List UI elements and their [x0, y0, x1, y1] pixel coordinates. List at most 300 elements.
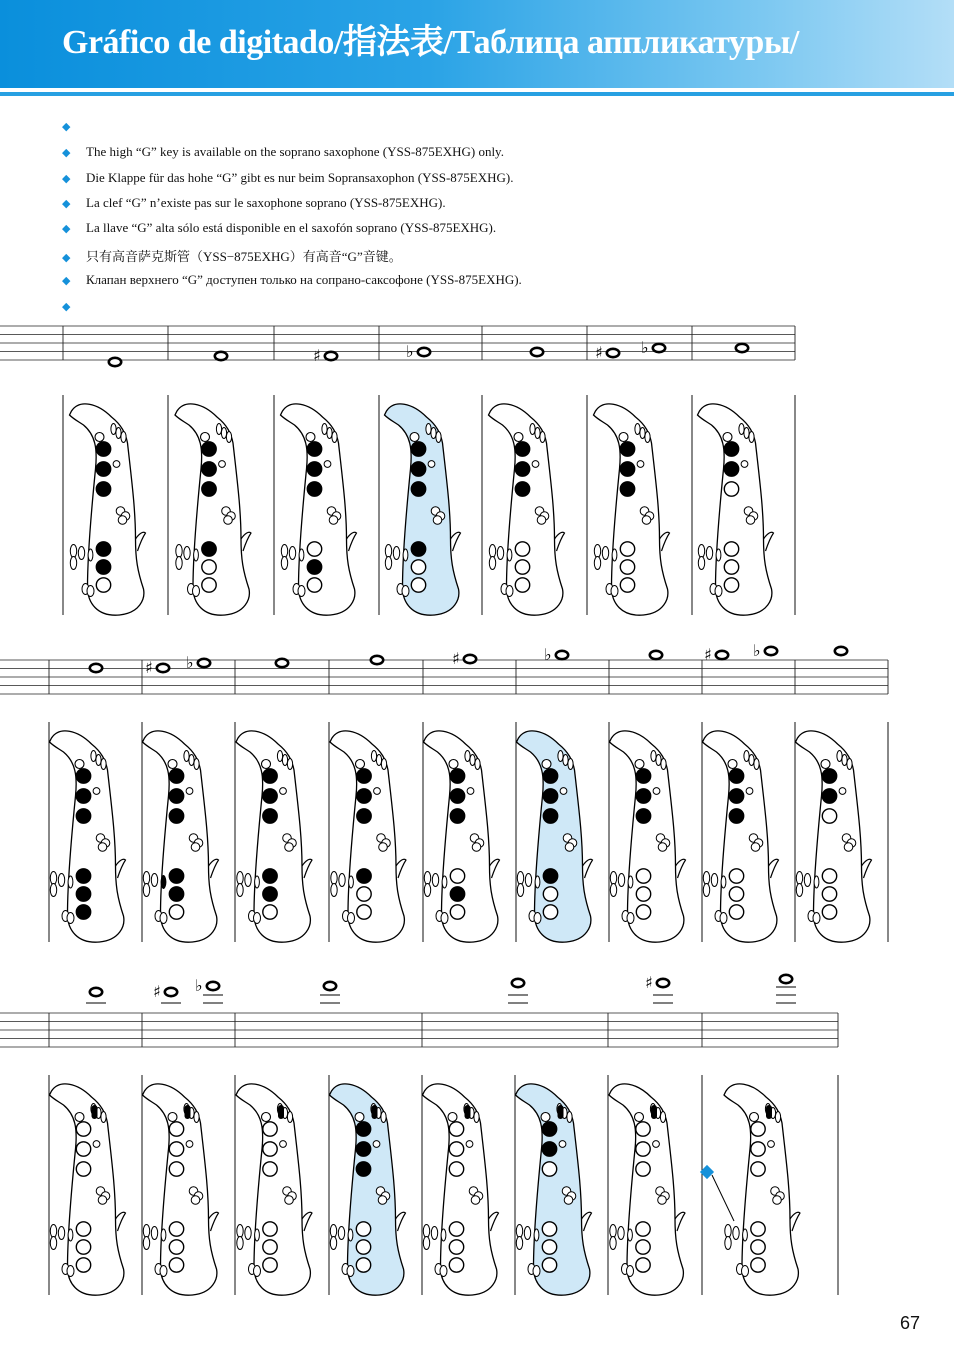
open-key — [356, 1222, 370, 1236]
closed-key — [76, 869, 90, 883]
note-head — [512, 979, 524, 987]
low-key — [506, 586, 513, 597]
closed-key — [307, 482, 321, 496]
side-key — [393, 547, 399, 560]
sharp-sign: ♯ — [153, 982, 161, 1001]
open-key — [724, 578, 738, 592]
side-key — [176, 557, 182, 570]
side-key — [433, 516, 442, 525]
low-key — [67, 913, 74, 924]
pinky-key — [299, 549, 304, 561]
side-key — [698, 545, 704, 558]
sax-bell-edge — [209, 859, 219, 878]
low-key — [298, 586, 305, 597]
side-key — [698, 557, 704, 570]
pressed-palm-key — [185, 1105, 191, 1119]
side-key — [703, 884, 709, 897]
open-key — [724, 542, 738, 556]
saxophone-fingering-diagram — [424, 731, 500, 942]
note-head — [276, 659, 288, 667]
note-head — [531, 348, 543, 356]
open-key — [449, 1240, 463, 1254]
sax-bell-edge — [116, 1212, 126, 1231]
bis-key — [559, 1141, 566, 1148]
whole-note — [704, 645, 728, 664]
side-key — [385, 557, 391, 570]
closed-key — [169, 869, 183, 883]
side-key — [610, 872, 616, 885]
open-key — [169, 1142, 183, 1156]
note-head — [464, 655, 476, 663]
side-key — [58, 1227, 64, 1240]
octave-key — [728, 760, 737, 769]
palm-key — [431, 428, 436, 439]
side-key — [50, 872, 56, 885]
open-key — [449, 1222, 463, 1236]
pinky-key — [628, 1229, 633, 1241]
palm-key — [837, 751, 842, 762]
bis-key — [653, 788, 660, 795]
sharp-sign: ♯ — [595, 343, 603, 362]
low-key — [193, 586, 200, 597]
side-key — [618, 874, 624, 887]
open-key — [449, 1142, 463, 1156]
closed-key — [169, 887, 183, 901]
low-key — [441, 913, 448, 924]
side-key — [594, 545, 600, 558]
palm-key — [847, 759, 852, 770]
bis-key — [653, 1141, 660, 1148]
open-key — [263, 1240, 277, 1254]
note-text: Клапан верхнего “G” доступен только на сопрано-саксофоне (YSS-875EXHG). — [86, 272, 522, 287]
side-key — [711, 874, 717, 887]
side-key — [245, 874, 251, 887]
note-text: The high “G” key is available on the soprano saxophone (YSS-875EXHG) only. — [86, 144, 504, 159]
open-key — [729, 887, 743, 901]
open-key — [751, 1240, 765, 1254]
open-key — [751, 1162, 765, 1176]
bis-key — [113, 461, 120, 468]
whole-note — [276, 659, 288, 667]
closed-key — [515, 462, 529, 476]
whole-note — [645, 973, 673, 1003]
whole-note — [153, 982, 181, 1003]
sax-bell-edge — [660, 532, 670, 551]
open-key — [822, 905, 836, 919]
octave-key — [410, 433, 419, 442]
saxophone-fingering-diagram — [489, 404, 565, 615]
octave-key — [619, 433, 628, 442]
side-key — [151, 874, 157, 887]
palm-key — [376, 755, 381, 766]
pressed-pinky-key — [161, 875, 166, 889]
open-key — [543, 905, 557, 919]
open-key — [729, 905, 743, 919]
closed-key — [729, 769, 743, 783]
side-key — [237, 1225, 243, 1238]
side-key — [50, 1225, 56, 1238]
open-key — [636, 1240, 650, 1254]
saxophone-fingering-diagram — [175, 404, 251, 615]
low-key — [534, 913, 541, 924]
side-key — [658, 1196, 667, 1205]
open-key — [636, 1222, 650, 1236]
side-key — [424, 872, 430, 885]
side-key — [379, 843, 388, 852]
closed-key — [76, 789, 90, 803]
palm-key — [465, 751, 470, 762]
low-key — [160, 913, 167, 924]
whole-note — [650, 651, 662, 659]
closed-key — [356, 1142, 370, 1156]
bis-key — [532, 461, 539, 468]
open-key — [169, 1162, 183, 1176]
open-key — [202, 560, 216, 574]
pressed-palm-key — [558, 1105, 564, 1119]
closed-key — [76, 769, 90, 783]
note-head — [607, 349, 619, 357]
open-key — [169, 1122, 183, 1136]
open-key — [515, 560, 529, 574]
side-key — [565, 843, 574, 852]
whole-note — [109, 358, 121, 366]
note-head — [90, 988, 102, 996]
bis-key — [373, 1141, 380, 1148]
bullet-icon: ◆ — [62, 173, 71, 185]
side-key — [184, 547, 190, 560]
bis-key — [374, 788, 381, 795]
palm-key — [436, 432, 441, 443]
palm-key — [749, 755, 754, 766]
sax-bell-edge — [116, 859, 126, 878]
octave-key — [635, 760, 644, 769]
low-key — [87, 586, 94, 597]
pinky-key — [507, 549, 512, 561]
open-key — [202, 578, 216, 592]
side-key — [497, 547, 503, 560]
palm-key — [371, 751, 376, 762]
whole-note — [313, 346, 337, 365]
side-key — [331, 872, 337, 885]
sax-bell-edge — [347, 532, 357, 551]
whole-note — [835, 647, 847, 655]
closed-key — [729, 809, 743, 823]
closed-key — [357, 809, 371, 823]
side-key — [525, 874, 531, 887]
closed-key — [543, 769, 557, 783]
pinky-key — [161, 1229, 166, 1241]
side-key — [237, 1237, 243, 1250]
closed-key — [450, 887, 464, 901]
closed-key — [822, 769, 836, 783]
side-key — [50, 1237, 56, 1250]
low-key — [742, 1266, 749, 1277]
closed-key — [450, 809, 464, 823]
note-head — [325, 352, 337, 360]
open-key — [263, 1222, 277, 1236]
side-key — [70, 545, 76, 558]
bis-key — [741, 461, 748, 468]
pinky-key — [68, 1229, 73, 1241]
open-key — [76, 1122, 90, 1136]
whole-note — [86, 988, 106, 1003]
palm-key — [194, 1112, 199, 1123]
palm-key — [226, 432, 231, 443]
closed-key — [543, 809, 557, 823]
side-key — [245, 1227, 251, 1240]
side-key — [289, 547, 295, 560]
side-key — [516, 1225, 522, 1238]
open-key — [357, 905, 371, 919]
side-key — [725, 1237, 731, 1250]
pinky-key — [88, 549, 93, 561]
note-head — [207, 982, 219, 990]
saxophone-fingering-diagram — [50, 731, 126, 942]
open-key — [636, 1162, 650, 1176]
octave-key — [448, 1113, 457, 1122]
palm-key — [645, 432, 650, 443]
side-key — [423, 1225, 429, 1238]
open-key — [636, 869, 650, 883]
side-key — [330, 1237, 336, 1250]
page-number: 67 — [900, 1313, 921, 1333]
note-head — [371, 656, 383, 664]
side-key — [796, 884, 802, 897]
low-key — [611, 586, 618, 597]
closed-key — [542, 1122, 556, 1136]
open-key — [542, 1258, 556, 1272]
side-key — [602, 547, 608, 560]
closed-key — [76, 905, 90, 919]
side-key — [385, 545, 391, 558]
side-key — [98, 1196, 107, 1205]
side-key — [338, 1227, 344, 1240]
sharp-sign: ♯ — [452, 649, 460, 668]
open-key — [636, 1122, 650, 1136]
octave-key — [750, 1113, 759, 1122]
bis-key — [186, 1141, 193, 1148]
octave-key — [168, 1113, 177, 1122]
open-key — [96, 578, 110, 592]
closed-key — [450, 769, 464, 783]
palm-key — [775, 1112, 780, 1123]
closed-key — [543, 789, 557, 803]
bis-key — [560, 788, 567, 795]
side-key — [804, 874, 810, 887]
bullet-icon: ◆ — [62, 198, 71, 210]
palm-key — [656, 755, 661, 766]
octave-key — [635, 1113, 644, 1122]
palm-key — [101, 759, 106, 770]
sax-bell-edge — [241, 532, 251, 551]
closed-key — [263, 789, 277, 803]
bullet-icon: ◆ — [62, 275, 71, 287]
sharp-sign: ♯ — [145, 658, 153, 677]
bis-key — [467, 788, 474, 795]
bis-key — [280, 788, 287, 795]
saxophone-fingering-diagram — [698, 404, 774, 615]
octave-key — [821, 760, 830, 769]
bis-key — [637, 461, 644, 468]
side-key — [237, 884, 243, 897]
whole-note — [544, 645, 568, 664]
closed-key — [636, 789, 650, 803]
side-key — [98, 843, 107, 852]
closed-key — [263, 869, 277, 883]
bis-key — [428, 461, 435, 468]
closed-key — [307, 442, 321, 456]
open-key — [542, 1240, 556, 1254]
low-key — [715, 586, 722, 597]
octave-key — [262, 760, 271, 769]
side-key — [796, 872, 802, 885]
palm-key — [287, 1112, 292, 1123]
palm-key — [535, 428, 540, 439]
side-key — [143, 884, 149, 897]
closed-key — [411, 542, 425, 556]
open-key — [620, 560, 634, 574]
music-staff — [0, 1013, 838, 1047]
sax-bell-edge — [582, 1212, 592, 1231]
pinky-key — [255, 1229, 260, 1241]
note-text: La clef “G” n’existe pas sur le saxophone soprano (YSS-875EXHG). — [86, 195, 446, 210]
closed-key — [356, 1162, 370, 1176]
pinky-key — [403, 549, 408, 561]
pinky-key — [68, 876, 73, 888]
closed-key — [636, 809, 650, 823]
open-key — [169, 905, 183, 919]
note-head — [109, 358, 121, 366]
open-key — [636, 905, 650, 919]
pinky-key — [534, 1229, 539, 1241]
sax-bell-edge — [302, 859, 312, 878]
palm-key — [558, 751, 563, 762]
palm-key — [640, 428, 645, 439]
bullet-icon: ◆ — [62, 223, 71, 235]
octave-key — [355, 1113, 364, 1122]
low-key — [627, 913, 634, 924]
palm-key — [277, 751, 282, 762]
sax-bell-edge — [490, 859, 500, 878]
whole-note — [186, 653, 210, 672]
flat-sign: ♭ — [641, 338, 649, 357]
whole-note — [753, 641, 777, 660]
palm-key — [470, 755, 475, 766]
note-head — [650, 651, 662, 659]
octave-key — [514, 433, 523, 442]
side-key — [70, 557, 76, 570]
note-head — [324, 982, 336, 990]
low-key — [402, 586, 409, 597]
pinky-key — [628, 876, 633, 888]
bis-key — [466, 1141, 473, 1148]
side-key — [432, 874, 438, 887]
open-key — [751, 1142, 765, 1156]
open-key — [263, 1142, 277, 1156]
sax-bell-edge — [302, 1212, 312, 1231]
palm-key — [96, 755, 101, 766]
side-key — [331, 884, 337, 897]
closed-key — [76, 809, 90, 823]
open-key — [751, 1258, 765, 1272]
pinky-key — [442, 876, 447, 888]
pressed-palm-key — [766, 1105, 772, 1119]
note-head — [556, 651, 568, 659]
closed-key — [96, 482, 110, 496]
open-key — [450, 905, 464, 919]
note-head — [780, 975, 792, 983]
palm-key — [282, 755, 287, 766]
palm-key — [216, 424, 221, 435]
pinky-key — [743, 1229, 748, 1241]
open-key — [357, 887, 371, 901]
palm-key — [184, 751, 189, 762]
low-key — [813, 913, 820, 924]
saxophone-fingering-diagram — [70, 404, 146, 615]
saxophone-fingering-diagram — [236, 731, 312, 942]
closed-key — [636, 769, 650, 783]
palm-key — [842, 755, 847, 766]
side-key — [285, 1196, 294, 1205]
open-key — [411, 560, 425, 574]
note-head — [657, 979, 669, 987]
octave-key — [75, 1113, 84, 1122]
whole-note — [90, 664, 102, 672]
closed-key — [96, 560, 110, 574]
side-key — [118, 516, 127, 525]
palm-key — [116, 428, 121, 439]
side-key — [751, 843, 760, 852]
closed-key — [357, 769, 371, 783]
open-key — [169, 1240, 183, 1254]
palm-key — [111, 424, 116, 435]
closed-key — [543, 869, 557, 883]
palm-key — [567, 1112, 572, 1123]
pinky-key — [612, 549, 617, 561]
side-key — [176, 545, 182, 558]
closed-key — [724, 442, 738, 456]
closed-key — [356, 1122, 370, 1136]
pinky-key — [814, 876, 819, 888]
octave-key — [95, 433, 104, 442]
side-key — [224, 516, 233, 525]
side-key — [610, 1225, 616, 1238]
bis-key — [839, 788, 846, 795]
closed-key — [357, 869, 371, 883]
sharp-sign: ♯ — [313, 346, 321, 365]
palm-key — [287, 759, 292, 770]
pinky-key — [721, 876, 726, 888]
pinky-key — [716, 549, 721, 561]
whole-note — [736, 344, 748, 352]
pressed-palm-key — [92, 1105, 98, 1119]
pinky-key — [348, 1229, 353, 1241]
side-key — [610, 884, 616, 897]
open-key — [822, 887, 836, 901]
open-key — [356, 1240, 370, 1254]
side-key — [642, 516, 651, 525]
note-head — [835, 647, 847, 655]
open-key — [76, 1162, 90, 1176]
closed-key — [263, 887, 277, 901]
side-key — [423, 1237, 429, 1250]
whole-note — [531, 348, 543, 356]
music-staff — [0, 660, 888, 694]
bullet-icon: ◆ — [62, 147, 71, 159]
palm-key — [475, 759, 480, 770]
open-key — [449, 1162, 463, 1176]
note-text: La llave “G” alta sólo está disponible en el saxofón soprano (YSS-875EXHG). — [86, 220, 497, 235]
